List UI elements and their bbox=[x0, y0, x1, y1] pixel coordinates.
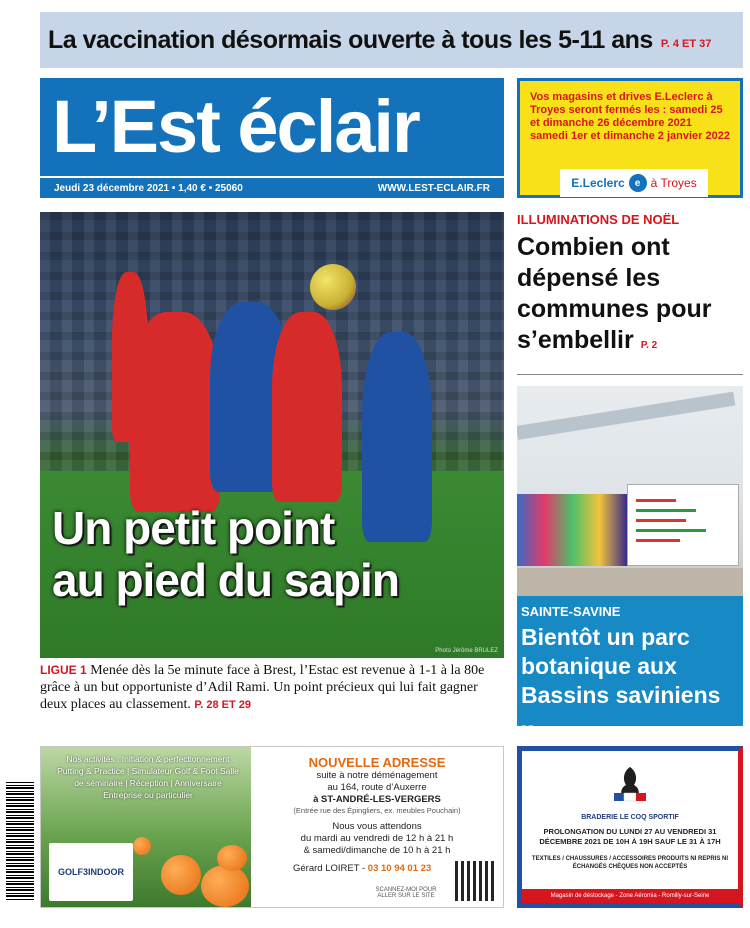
golf-ad-line3: à ST-ANDRÉ-LES-VERGERS bbox=[313, 794, 441, 805]
main-story-text: Menée dès la 5e minute face à Brest, l’Estac est revenue à 1-1 à la 80e grâce à un but opportuniste d’Adil Rami. Un point précieux qui lui fait gagner deux places au classement. bbox=[40, 663, 485, 712]
main-story-lede[interactable] bbox=[40, 662, 504, 714]
main-headline bbox=[52, 502, 399, 606]
contact-phone[interactable]: 03 10 94 01 23 bbox=[367, 863, 432, 874]
main-story-photo[interactable] bbox=[40, 212, 504, 658]
top-headline: La vaccination désormais ouverte à tous les 5-11 ans bbox=[48, 25, 653, 54]
golf-ball bbox=[133, 837, 151, 855]
leclerc-logo-icon bbox=[629, 174, 647, 192]
water-slide bbox=[517, 392, 735, 440]
football bbox=[310, 264, 356, 310]
info-board bbox=[627, 484, 739, 566]
board-line bbox=[636, 539, 680, 542]
side-story-2-kicker: SAINTE-SAVINE bbox=[521, 604, 621, 619]
board-line bbox=[636, 499, 676, 502]
coq-ad-title: BRADERIE LE COQ SPORTIF bbox=[581, 814, 679, 821]
date-line: Jeudi 23 décembre 2021 • 1,40 € • 25060 bbox=[54, 182, 243, 194]
golf-ad-line1: suite à notre déménagement bbox=[316, 770, 438, 781]
golf-ball bbox=[161, 855, 201, 895]
main-headline-line1: Un petit point bbox=[52, 502, 335, 554]
golf-activities: Nos activités : Initiation & perfectionnement Putting & Practice | Simulateur Golf & Foot Salle de séminaire | Réception | Anniversaire Entreprise ou particulier bbox=[57, 754, 239, 800]
golf-ad-hours2: du mardi au vendredi de 12 h à 21 h bbox=[300, 833, 454, 844]
coq-ad-items: TEXTILES / CHAUSSURES / ACCESSOIRES PRODUITS NI REPRIS NI ÉCHANGÉS CHÈQUES NON ACCEPTÉS bbox=[531, 856, 729, 870]
website: WWW.LEST-ECLAIR.FR bbox=[377, 182, 490, 194]
coq-ad-footer: Magasin de déstockage - Zone Aéromia - Romilly-sur-Seine bbox=[522, 889, 738, 903]
board-line bbox=[636, 519, 686, 522]
side-story-2-photo[interactable] bbox=[517, 386, 743, 596]
newspaper-logo: L’Est éclair bbox=[52, 85, 419, 168]
divider bbox=[517, 374, 743, 375]
golf-ad-hours3: & samedi/dimanche de 10 h à 21 h bbox=[303, 845, 451, 856]
board-line bbox=[636, 529, 706, 532]
golf-badge: GOLF3INDOOR bbox=[49, 843, 133, 901]
main-story-kicker: LIGUE 1 bbox=[40, 663, 87, 677]
coq-sportif-ad[interactable] bbox=[517, 746, 743, 908]
leclerc-brand: E.Leclerc bbox=[571, 176, 625, 190]
barcode bbox=[6, 782, 34, 900]
side-story-2-title: Bientôt un parc botanique aux Bassins saviniens bbox=[521, 624, 721, 708]
ground bbox=[517, 568, 743, 596]
golf-indoor-ad[interactable] bbox=[40, 746, 504, 908]
top-banner[interactable] bbox=[40, 12, 743, 68]
side-story-2-headline bbox=[521, 623, 739, 744]
top-headline-pages: P. 4 ET 37 bbox=[660, 38, 712, 50]
main-story-pages: P. 28 ET 29 bbox=[194, 699, 251, 711]
rooster-logo-icon bbox=[610, 763, 650, 803]
side-story-1-title: Combien ont dépensé les communes pour s’embellir bbox=[517, 233, 712, 354]
player-red-3 bbox=[272, 312, 342, 502]
side-story-1-kicker: ILLUMINATIONS DE NOËL bbox=[517, 212, 680, 227]
player-red-2 bbox=[130, 312, 220, 512]
golf-ball bbox=[217, 845, 247, 871]
side-story-2-page: P.7 bbox=[521, 724, 534, 734]
qr-code[interactable] bbox=[455, 861, 495, 901]
qr-caption: SCANNEZ-MOI POUR ALLER SUR LE SITE bbox=[375, 887, 437, 899]
golf-ball bbox=[201, 865, 249, 907]
side-story-2[interactable] bbox=[517, 596, 743, 734]
leclerc-logo bbox=[560, 169, 708, 197]
golf-ad-line2: au 164, route d’Auxerre bbox=[327, 782, 427, 793]
masthead-strip bbox=[40, 176, 504, 198]
photo-credit: Photo Jérôme BRULEZ bbox=[435, 648, 498, 654]
leclerc-ad-text: Vos magasins et drives E.Leclerc à Troyes seront fermés les : samedi 25 et dimanche 26 décembre 2021 samedi 1er et dimanche 2 janvier 2022 bbox=[530, 91, 730, 142]
coq-ad-dates: PROLONGATION DU LUNDI 27 AU VENDREDI 31 DÉCEMBRE 2021 DE 10H À 19H SAUF LE 31 À 17H bbox=[539, 827, 721, 846]
leclerc-ad[interactable] bbox=[517, 78, 743, 198]
golf-ad-heading: NOUVELLE ADRESSE bbox=[308, 755, 446, 770]
contact-name: Gérard LOIRET - bbox=[293, 863, 368, 874]
leclerc-city: à Troyes bbox=[650, 176, 697, 190]
golf-ad-image bbox=[41, 747, 251, 907]
board-line bbox=[636, 509, 696, 512]
side-story-1-page: P. 2 bbox=[640, 340, 658, 351]
main-headline-line2: au pied du sapin bbox=[52, 554, 399, 606]
graffiti-mural bbox=[517, 494, 627, 566]
side-story-1[interactable] bbox=[517, 232, 743, 361]
golf-ad-line4: (Entrée rue des Épingliers, ex. meubles Pouchain) bbox=[293, 806, 461, 815]
masthead bbox=[40, 78, 504, 198]
golf-ad-hours1: Nous vous attendons bbox=[332, 821, 422, 832]
